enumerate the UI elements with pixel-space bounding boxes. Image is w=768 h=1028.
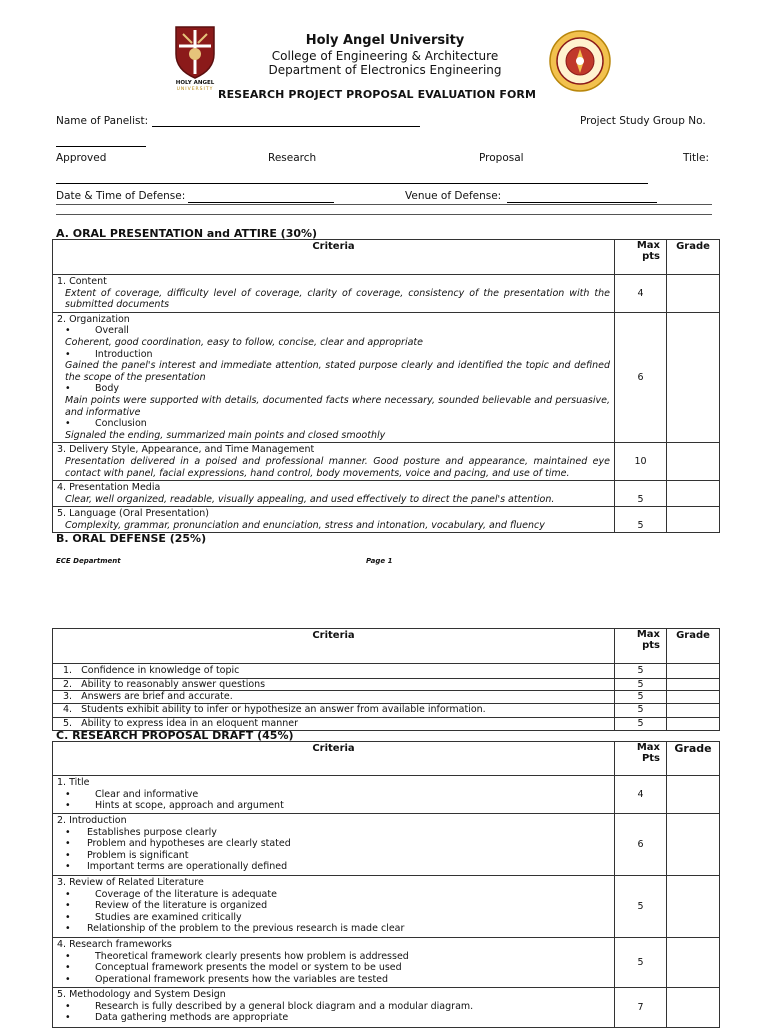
research-label: Research: [268, 152, 317, 164]
criterion-title: 1. Content: [57, 276, 107, 287]
table-row: 3. Answers are brief and accurate. 5: [53, 691, 720, 704]
group-number-field[interactable]: [56, 146, 146, 147]
table-row: [53, 481, 720, 507]
subcriterion-desc: Coherent, good coordination, easy to follow, concise, clear and appropriate: [65, 336, 423, 348]
max-pts-header: Max Pts: [615, 742, 667, 776]
logo-subtext: UNIVERSITY: [176, 87, 214, 92]
table-row: [53, 776, 720, 814]
section-a-heading: A. ORAL PRESENTATION and ATTIRE (30%): [56, 227, 318, 240]
max-points: 7: [615, 988, 667, 1028]
grade-cell[interactable]: [667, 275, 720, 313]
grade-cell[interactable]: [667, 481, 720, 507]
approved-label: Approved: [56, 152, 107, 164]
table-row: 4. Students exhibit ability to infer or hypothesize an answer from available information. 5: [53, 703, 720, 717]
table-row: [53, 507, 720, 533]
venue-field[interactable]: [507, 202, 657, 203]
section-b-heading: B. ORAL DEFENSE (25%): [56, 532, 207, 545]
section-c-table: [52, 741, 720, 1028]
grade-cell[interactable]: [667, 717, 720, 730]
criterion-text: Ability to express idea in an eloquent manner: [81, 717, 299, 729]
divider: [56, 204, 712, 205]
subcriterion: • Relationship of the problem to the previous research is made clear: [57, 923, 610, 935]
max-points: 4: [615, 776, 667, 814]
panelist-name-field[interactable]: [152, 126, 420, 127]
department-name: Department of Electronics Engineering: [268, 63, 502, 77]
grade-cell[interactable]: [667, 312, 720, 443]
criterion-title: 5. Language (Oral Presentation): [57, 508, 209, 520]
subcriterion: • Problem and hypotheses are clearly stated: [57, 838, 610, 850]
criterion-title: 5. Methodology and System Design: [57, 989, 226, 1000]
max-points: 5: [615, 876, 667, 938]
table-row: [53, 443, 720, 481]
divider: [56, 214, 712, 215]
footer-department: ECE Department: [56, 557, 121, 565]
university-name: Holy Angel University: [305, 33, 465, 48]
table-row: [53, 275, 720, 313]
grade-cell[interactable]: [667, 678, 720, 691]
subcriterion-desc: Main points were supported with details, documented facts where necessary, sounded believable and persuasive, and informative: [65, 394, 610, 418]
grade-cell[interactable]: [667, 938, 720, 988]
subcriterion: • Problem is significant: [57, 850, 610, 862]
max-points: 5: [615, 703, 667, 717]
table-row: [53, 876, 720, 938]
venue-label: Venue of Defense:: [405, 190, 502, 202]
subcriterion: • Conclusion: [57, 418, 610, 430]
max-points: 6: [615, 312, 667, 443]
subcriterion: • Body: [57, 383, 610, 395]
criterion-desc: Extent of coverage, difficulty level of coverage, clarity of coverage, consistency of the presentation with the submitted documents: [65, 287, 610, 311]
engineering-seal-logo: [549, 30, 611, 92]
max-points: 10: [615, 443, 667, 481]
section-b-table: [52, 628, 720, 731]
proposal-label: Proposal: [479, 152, 524, 164]
grade-header: Grade: [667, 240, 720, 275]
grade-cell[interactable]: [667, 876, 720, 938]
criterion-title: 2. Introduction: [57, 815, 127, 826]
max-points: 4: [615, 275, 667, 313]
section-a-table: [52, 239, 720, 533]
max-pts-header: Max pts: [615, 629, 667, 664]
criterion-text: Confidence in knowledge of topic: [81, 665, 240, 676]
max-points: 5: [615, 717, 667, 730]
subcriterion: • Review of the literature is organized: [57, 900, 610, 912]
max-pts-header: Max pts: [615, 240, 667, 275]
subcriterion: • Introduction: [57, 349, 610, 361]
grade-header: Grade: [667, 742, 720, 776]
grade-cell[interactable]: [667, 988, 720, 1028]
logo-text: HOLY ANGEL: [175, 80, 215, 86]
criterion-title: 4. Presentation Media: [57, 482, 161, 494]
title-label: Title:: [683, 152, 710, 164]
criterion-text: Ability to reasonably answer questions: [81, 678, 266, 690]
subcriterion: • Coverage of the literature is adequate: [57, 889, 610, 901]
subcriterion: • Hints at scope, approach and argument: [57, 800, 610, 812]
subcriterion: • Conceptual framework presents the model or system to be used: [57, 962, 610, 974]
criterion-desc: Complexity, grammar, pronunciation and enunciation, stress and intonation, vocabulary, and fluency: [65, 519, 545, 531]
criterion-desc: Clear, well organized, readable, visually appealing, and used effectively to direct the panel's attention.: [65, 493, 555, 505]
grade-cell[interactable]: [667, 443, 720, 481]
table-row: [53, 312, 720, 443]
grade-cell[interactable]: [667, 703, 720, 717]
subcriterion: • Research is fully described by a general block diagram and a modular diagram.: [57, 1001, 610, 1013]
grade-cell[interactable]: [667, 814, 720, 876]
criteria-header: Criteria: [53, 629, 615, 664]
group-number-label: Project Study Group No.: [580, 115, 706, 127]
table-row: 5. Ability to express idea in an eloquent manner 5: [53, 717, 720, 730]
max-points: 6: [615, 814, 667, 876]
panelist-label: Name of Panelist:: [56, 115, 149, 127]
subcriterion: • Operational framework presents how the variables are tested: [57, 974, 610, 986]
college-name: College of Engineering & Architecture: [271, 49, 499, 63]
max-points: 5: [615, 507, 667, 533]
subcriterion: • Clear and informative: [57, 789, 610, 801]
table-row: 2. Ability to reasonably answer questions 5: [53, 678, 720, 691]
criterion-title: 2. Organization: [57, 313, 130, 325]
criterion-title: 3. Review of Related Literature: [57, 877, 204, 888]
table-row: 1. Confidence in knowledge of topic 5: [53, 664, 720, 679]
criterion-desc: Presentation delivered in a poised and professional manner. Good posture and appearance, maintained eye contact with panel, facial expressions, hand control, body movements, voice and pacing, and use of time.: [65, 455, 610, 479]
subcriterion: • Establishes purpose clearly: [57, 827, 610, 839]
form-title: RESEARCH PROJECT PROPOSAL EVALUATION FORM: [218, 88, 537, 101]
date-time-label: Date & Time of Defense:: [56, 190, 186, 202]
max-points: 5: [615, 691, 667, 704]
footer-page-number: Page 1: [366, 557, 393, 565]
max-points: 5: [615, 938, 667, 988]
subcriterion: • Studies are examined critically: [57, 912, 610, 924]
max-points: 5: [615, 664, 667, 679]
grade-cell[interactable]: [667, 664, 720, 679]
max-points: 5: [615, 481, 667, 507]
criteria-header: Criteria: [53, 240, 615, 275]
criterion-title: 3. Delivery Style, Appearance, and Time Management: [57, 444, 315, 456]
title-field[interactable]: [56, 183, 648, 184]
criterion-text: Answers are brief and accurate.: [81, 691, 233, 703]
subcriterion: • Important terms are operationally defined: [57, 861, 610, 873]
subcriterion: • Overall: [57, 325, 610, 337]
subcriterion-desc: Gained the panel's interest and immediate attention, stated purpose clearly and identified the topic and defined the scope of the presentation: [65, 360, 610, 383]
criterion-text: Students exhibit ability to infer or hypothesize an answer from available information.: [81, 703, 486, 715]
table-row: [53, 938, 720, 988]
section-c-heading: C. RESEARCH PROPOSAL DRAFT (45%): [56, 729, 294, 742]
subcriterion-desc: Signaled the ending, summarized main points and closed smoothly: [65, 429, 386, 441]
table-row: [53, 814, 720, 876]
criterion-title: 1. Title: [57, 777, 90, 788]
max-points: 5: [615, 678, 667, 691]
criteria-header: Criteria: [53, 742, 615, 776]
grade-cell[interactable]: [667, 691, 720, 704]
subcriterion: • Theoretical framework clearly presents how problem is addressed: [57, 951, 610, 963]
grade-cell[interactable]: [667, 776, 720, 814]
date-time-field[interactable]: [188, 202, 334, 203]
subcriterion: • Data gathering methods are appropriate: [57, 1012, 610, 1024]
criterion-title: 4. Research frameworks: [57, 939, 172, 950]
grade-header: Grade: [667, 629, 720, 664]
grade-cell[interactable]: [667, 507, 720, 533]
table-row: [53, 988, 720, 1028]
